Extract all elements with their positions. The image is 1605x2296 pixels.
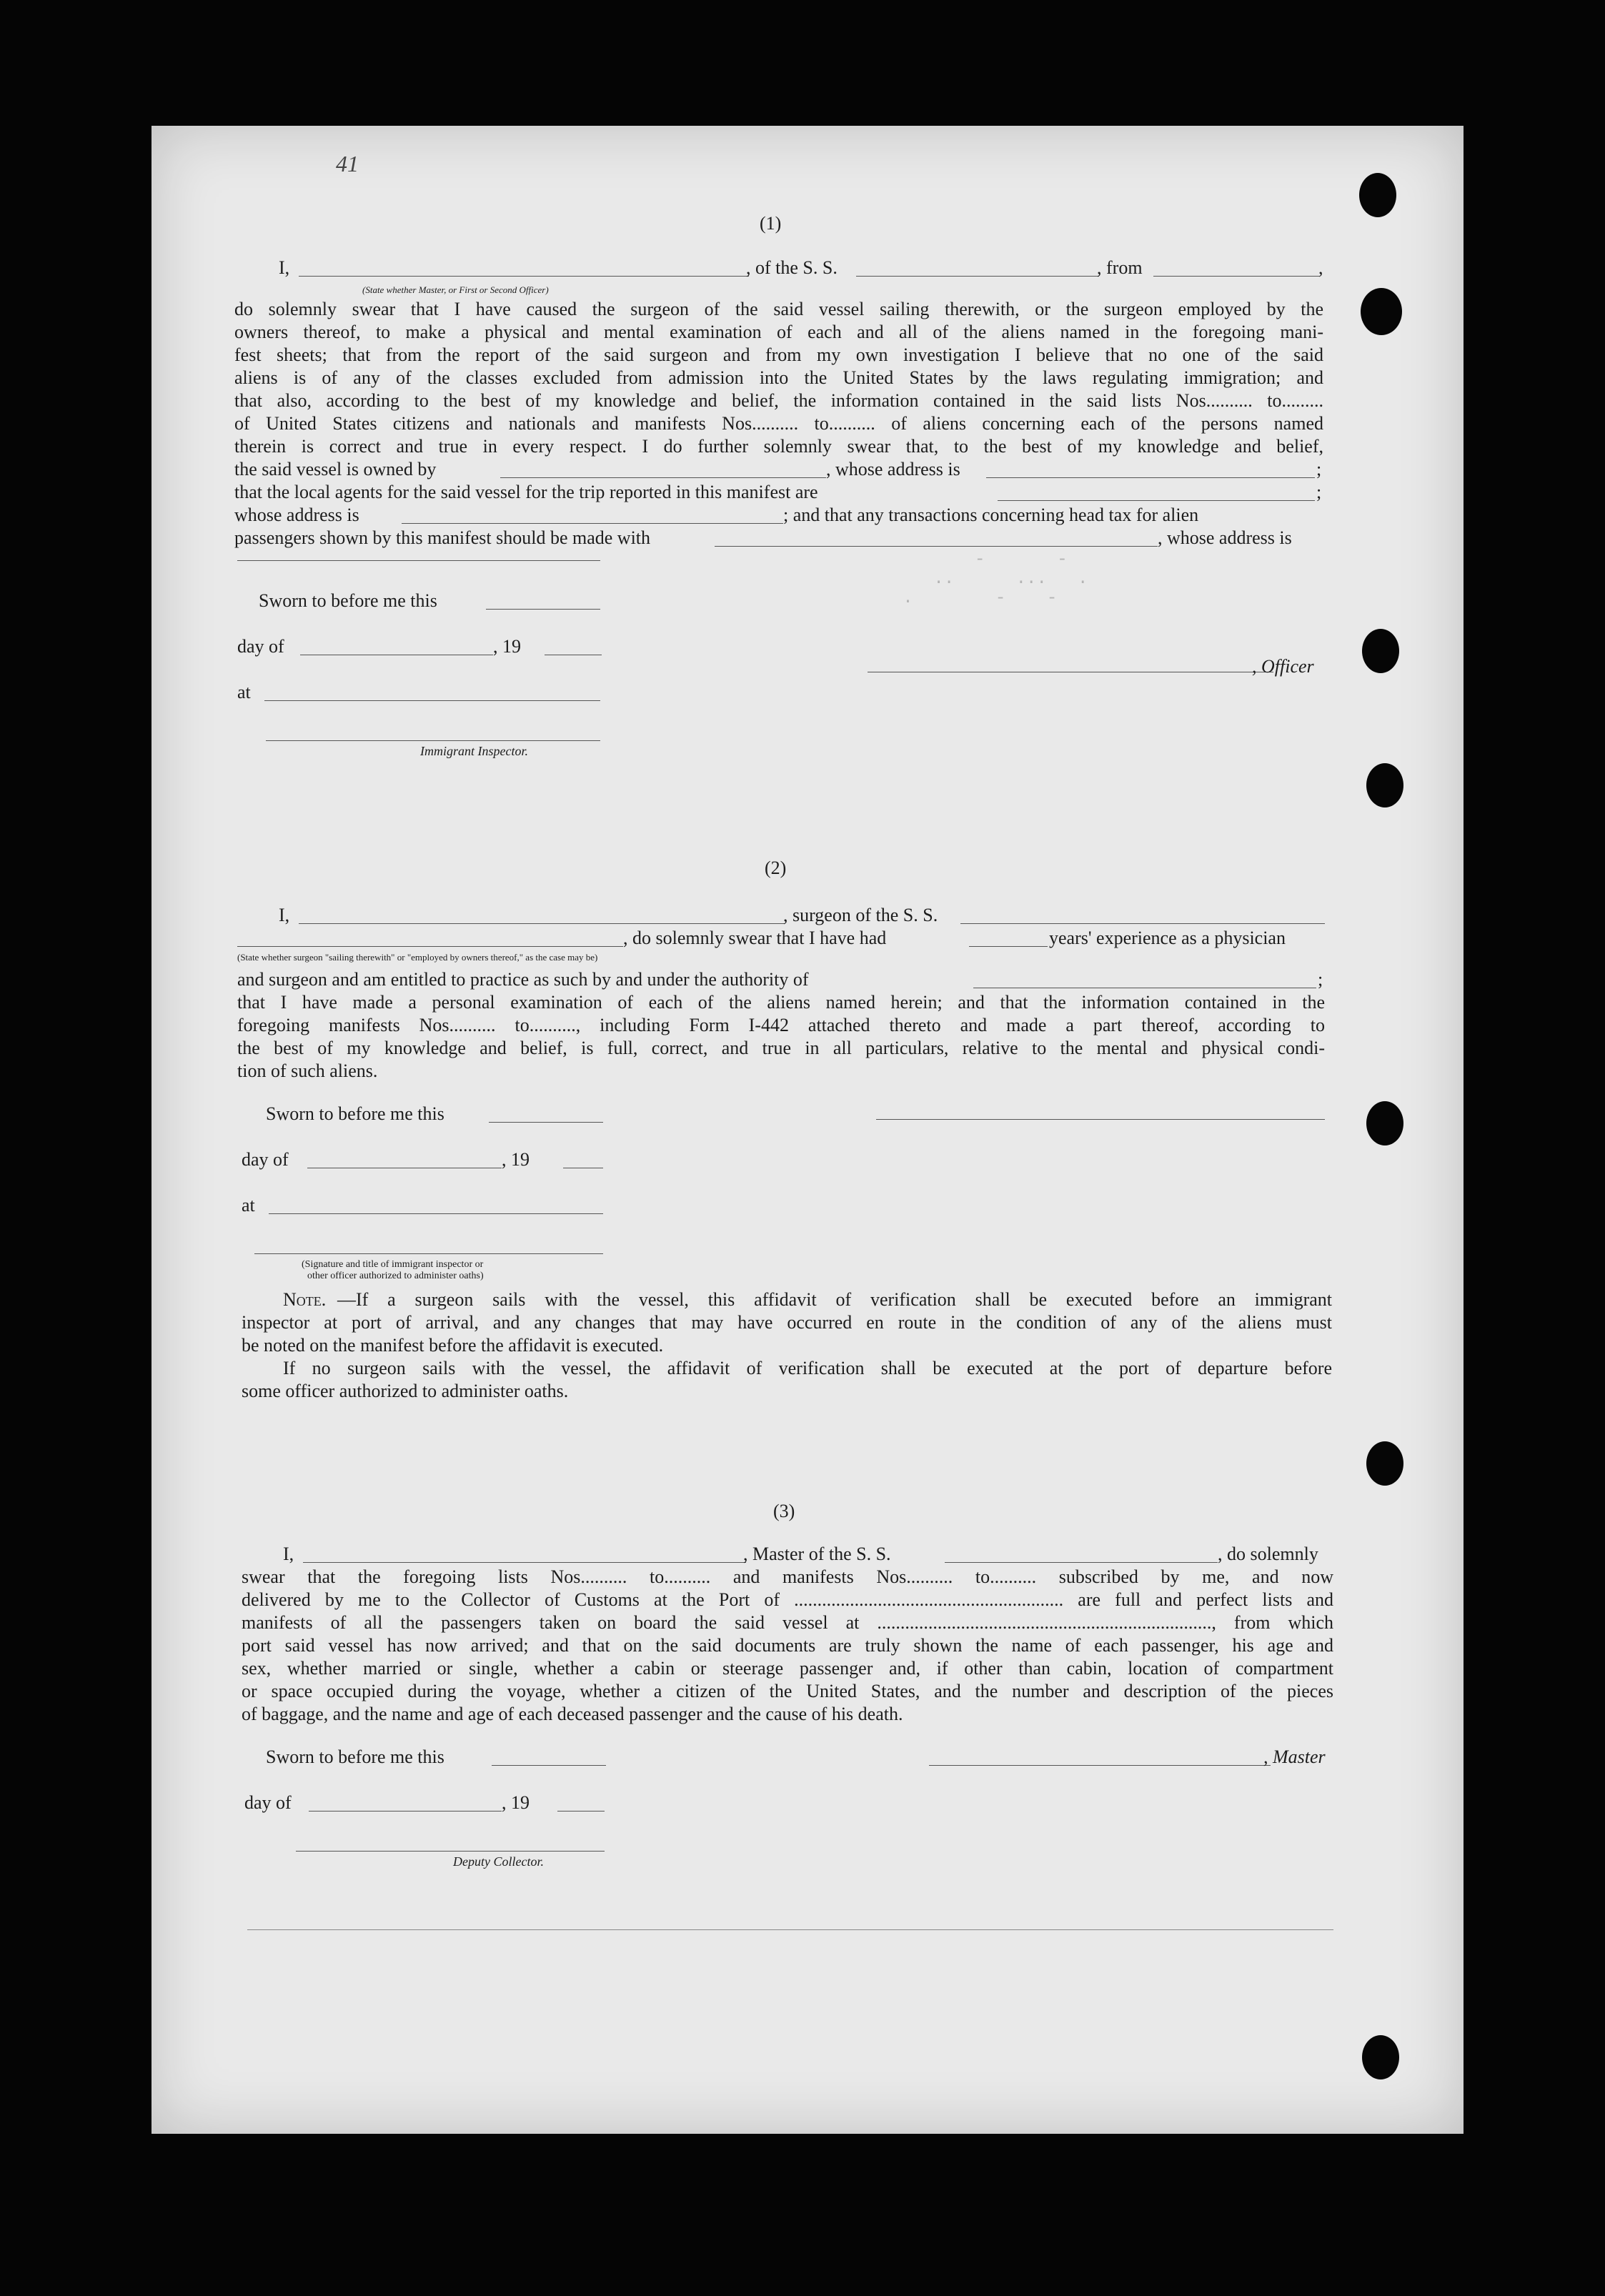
owner-line bbox=[500, 477, 826, 478]
s3-year-line bbox=[557, 1811, 605, 1812]
note-p2-last: some officer authorized to administer oaths. bbox=[242, 1381, 569, 1401]
s2-year: , 19 bbox=[502, 1149, 530, 1170]
punch-hole-2 bbox=[1361, 288, 1402, 335]
s1-body-3: fest sheets; that from the report of the said surgeon and from my own investigation I believe that no one of the said bbox=[234, 344, 1323, 365]
owner-address-line bbox=[986, 477, 1315, 478]
s3-i: I, bbox=[283, 1544, 294, 1564]
s2-practice: and surgeon and am entitled to practice as such by and under the authority of bbox=[237, 969, 809, 990]
s1-body-2: owners thereof, to make a physical and mental examination of each and all of the aliens named in the foregoing mani- bbox=[234, 322, 1323, 342]
s1-inspector-line bbox=[266, 740, 600, 741]
s1-sworn-line bbox=[486, 609, 600, 610]
s1-passengers: passengers shown by this manifest should be made with bbox=[234, 527, 651, 548]
s2-sworn-line bbox=[489, 1122, 603, 1123]
punch-hole-4 bbox=[1366, 763, 1403, 807]
note-label: Note. bbox=[283, 1289, 327, 1310]
caption-signature-2: other officer authorized to administer oaths) bbox=[307, 1271, 484, 1281]
s3-year: , 19 bbox=[502, 1792, 530, 1813]
s1-signature-top-line bbox=[237, 560, 600, 561]
s1-body-6: of United States citizens and nationals and manifests Nos.......... to.......... of aliens concerning each of the persons named bbox=[234, 413, 1323, 434]
s3-body-3: manifests of all the passengers taken on board the said vessel at ........................................................................, from which bbox=[242, 1612, 1333, 1633]
s3-sworn: Sworn to before me this bbox=[266, 1746, 444, 1767]
note-p1-last: be noted on the manifest before the affidavit is executed. bbox=[242, 1335, 664, 1356]
s1-sworn: Sworn to before me this bbox=[259, 590, 437, 611]
s1-day-of: day of bbox=[237, 636, 284, 657]
caption-master-officer: (State whether Master, or First or Second Officer) bbox=[362, 284, 549, 295]
bleed-through-text: - - .. ... . . - - bbox=[903, 550, 1088, 608]
s2-body-2: foregoing manifests Nos.......... to.........., including Form I-442 attached thereto and made a part thereof, according to bbox=[237, 1015, 1325, 1035]
s3-master: , Master bbox=[1263, 1746, 1326, 1767]
punch-hole-6 bbox=[1366, 1441, 1403, 1486]
transactions-line bbox=[715, 546, 1158, 547]
s1-body-1: do solemnly swear that I have caused the surgeon of the said vessel sailing therewith, or the surgeon employed by the bbox=[234, 299, 1323, 319]
s1-transactions: ; and that any transactions concerning head tax for alien bbox=[783, 505, 1199, 525]
physician-signature-line bbox=[876, 1119, 1325, 1120]
s3-body-1: swear that the foregoing lists Nos.......... to.......... and manifests Nos.......... to.......... subscribed by me, and now bbox=[242, 1566, 1333, 1587]
s1-body-7: therein is correct and true in every respect. I do further solemnly swear that, to the best of my knowledge and belief, bbox=[234, 436, 1323, 457]
s1-year: , 19 bbox=[493, 636, 521, 657]
caption-signature-1: (Signature and title of immigrant inspector or bbox=[302, 1259, 484, 1270]
page-bottom-rule bbox=[247, 1929, 1333, 1930]
surgeon-name-line bbox=[299, 923, 785, 924]
semicolon: ; bbox=[1316, 482, 1322, 502]
s3-last: of baggage, and the name and age of each deceased passenger and the cause of his death. bbox=[242, 1704, 903, 1724]
s3-body-4: port said vessel has now arrived; and that on the said documents are truly shown the name of each passenger, his age and bbox=[242, 1635, 1333, 1656]
punch-hole-5 bbox=[1366, 1101, 1403, 1145]
s1-officer: , Officer bbox=[1252, 656, 1314, 677]
s2-signature-line bbox=[254, 1253, 603, 1254]
surgeon-type-line bbox=[237, 946, 623, 947]
semicolon: ; bbox=[1316, 459, 1322, 479]
section1-line-end: , bbox=[1318, 257, 1323, 278]
s3-vessel-line bbox=[945, 1562, 1218, 1563]
s2-surgeon-of: , surgeon of the S. S. bbox=[783, 905, 938, 925]
master-name-line bbox=[299, 276, 749, 277]
s3-day-line bbox=[309, 1811, 502, 1812]
section1-from: , from bbox=[1097, 257, 1143, 278]
s3-body-5: sex, whether married or single, whether a cabin or steerage passenger and, if other than cabin, location of compartment bbox=[242, 1658, 1333, 1679]
s3-body-2: delivered by me to the Collector of Customs at the Port of .......................................................... are full and perfect lists and bbox=[242, 1589, 1333, 1610]
s1-owned-by: the said vessel is owned by bbox=[234, 459, 437, 479]
s2-at: at bbox=[242, 1195, 255, 1216]
note-p1-1: —If a surgeon sails with the vessel, this affidavit of verification shall be executed before an immigrant bbox=[337, 1289, 1332, 1310]
s2-last: tion of such aliens. bbox=[237, 1060, 378, 1081]
s1-immigrant-inspector: Immigrant Inspector. bbox=[420, 744, 528, 758]
agents-address-line bbox=[402, 523, 783, 524]
punch-hole-7 bbox=[1362, 2035, 1399, 2079]
deputy-collector-line bbox=[296, 1851, 605, 1852]
master-signature-line bbox=[929, 1765, 1271, 1766]
s2-body-3: the best of my knowledge and belief, is full, correct, and true in all particulars, relative to the mental and physical condi- bbox=[237, 1038, 1325, 1058]
s3-day-of: day of bbox=[244, 1792, 292, 1813]
s3-body-6: or space occupied during the voyage, whether a citizen of the United States, and the number and description of the pieces bbox=[242, 1681, 1333, 1701]
semicolon: ; bbox=[1318, 969, 1323, 990]
s2-sworn: Sworn to before me this bbox=[266, 1103, 444, 1124]
s3-sworn-line bbox=[492, 1765, 606, 1766]
punch-hole-3 bbox=[1362, 629, 1399, 673]
vessel-name-line bbox=[856, 276, 1099, 277]
s1-whose-address: , whose address is bbox=[826, 459, 960, 479]
s2-vessel-line bbox=[960, 923, 1325, 924]
s3-deputy-collector: Deputy Collector. bbox=[453, 1854, 544, 1869]
punch-hole-1 bbox=[1359, 173, 1396, 217]
agents-line bbox=[998, 500, 1315, 501]
s1-body-5: that also, according to the best of my knowledge and belief, the information contained in the said lists Nos.......... to......... bbox=[234, 390, 1323, 411]
section1-i: I, bbox=[279, 257, 290, 278]
s2-day-of: day of bbox=[242, 1149, 289, 1170]
s3-master-of: , Master of the S. S. bbox=[743, 1544, 891, 1564]
section2-number: (2) bbox=[765, 858, 787, 878]
page-number: 41 bbox=[336, 151, 359, 177]
s2-swear: , do solemnly swear that I have had bbox=[623, 928, 887, 948]
s1-body-4: aliens is of any of the classes excluded from admission into the United States by the laws regulating immigration; and bbox=[234, 367, 1323, 388]
section1-of-ss: , of the S. S. bbox=[746, 257, 838, 278]
from-port-line bbox=[1153, 276, 1319, 277]
s3-master-line bbox=[303, 1562, 746, 1563]
years-line bbox=[969, 946, 1048, 947]
s1-at: at bbox=[237, 682, 251, 702]
s3-swear-end: , do solemnly bbox=[1218, 1544, 1318, 1564]
s1-at-line bbox=[264, 700, 600, 701]
note-p1-2: inspector at port of arrival, and any changes that may have occurred en route in the condition of any of the aliens must bbox=[242, 1312, 1332, 1333]
s2-at-line bbox=[269, 1213, 603, 1214]
s1-whose-address-is: whose address is bbox=[234, 505, 359, 525]
caption-surgeon-type: (State whether surgeon "sailing therewith" or "employed by owners thereof," as the case may be) bbox=[237, 952, 598, 963]
s2-years: years' experience as a physician bbox=[1049, 928, 1286, 948]
s1-whose-address-end: , whose address is bbox=[1158, 527, 1292, 548]
s2-body-1: that I have made a personal examination of each of the aliens named herein; and that the information contained in the bbox=[237, 992, 1325, 1013]
s2-i: I, bbox=[279, 905, 290, 925]
s1-agents: that the local agents for the said vessel for the trip reported in this manifest are bbox=[234, 482, 818, 502]
section3-number: (3) bbox=[773, 1501, 795, 1521]
section1-number: (1) bbox=[760, 213, 782, 234]
note-p2: If no surgeon sails with the vessel, the affidavit of verification shall be executed at the port of departure before bbox=[283, 1358, 1332, 1378]
